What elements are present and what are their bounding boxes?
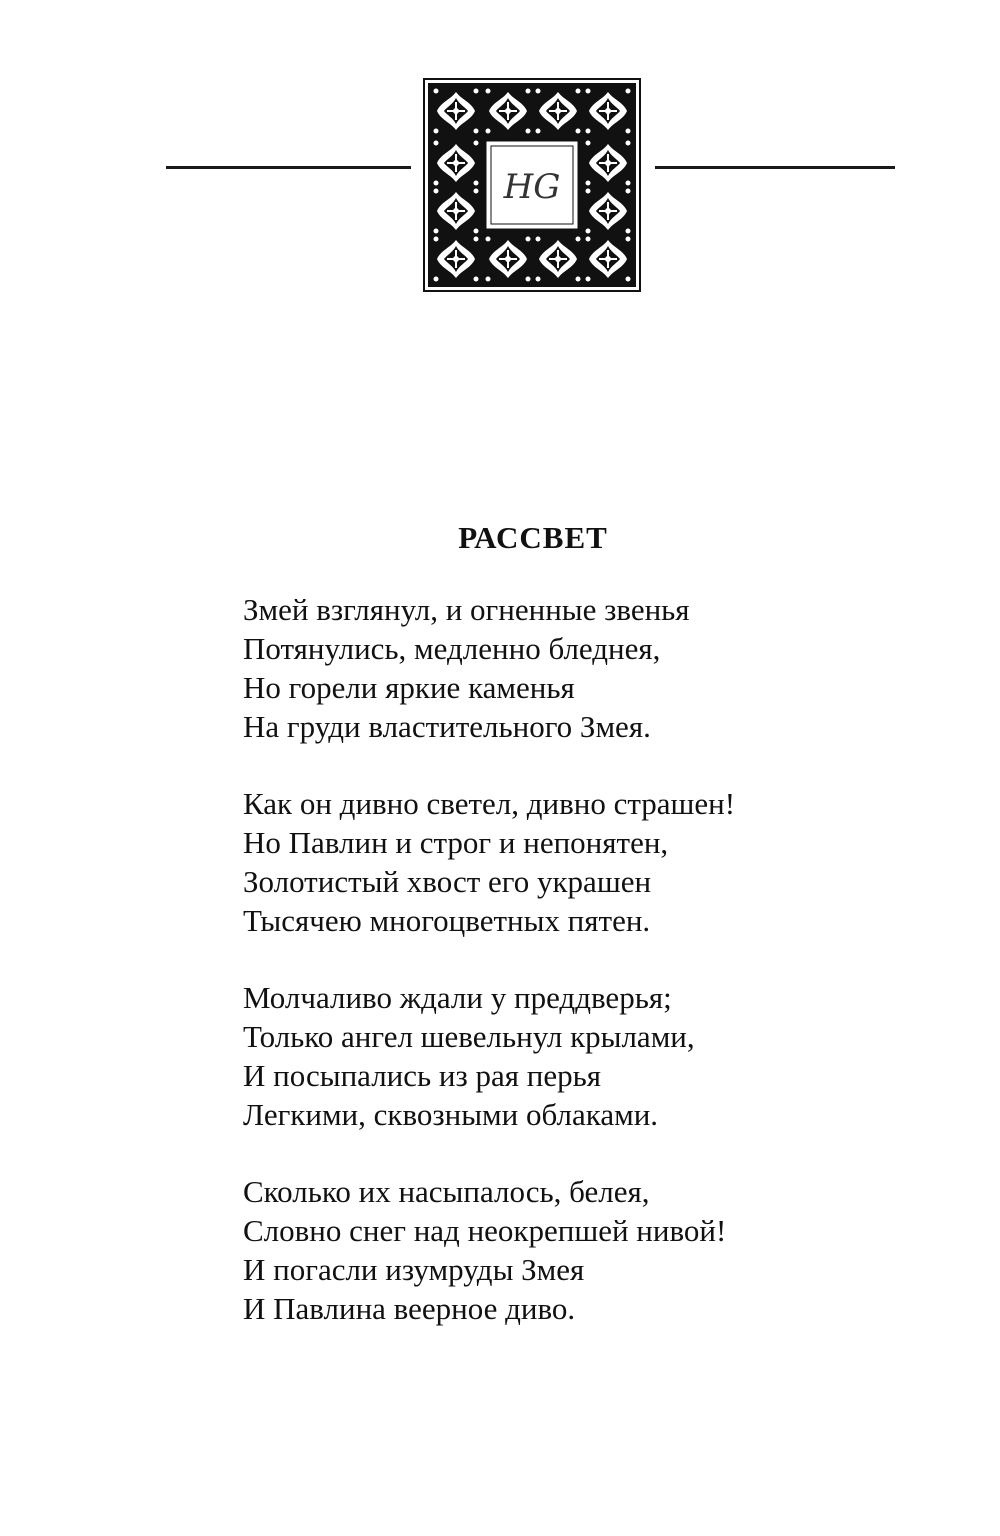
poem-line: Тысячею многоцветных пятен. [243,903,651,938]
poem-line: И посыпались из рая перья [243,1058,602,1093]
decorative-rule-right [655,166,895,169]
poem-line: Змей взглянул, и огненные звенья [243,592,690,627]
stanza-2 [243,784,943,940]
poem-line: И Павлина веерное диво. [243,1291,576,1326]
poem-line: Сколько их насыпалось, белея, [243,1174,650,1209]
poem-body [243,590,943,1366]
poem-line: Только ангел шевельнул крылами, [243,1019,695,1054]
vignette-graphic [423,78,641,292]
stanza-3 [243,978,943,1134]
poem-title: РАССВЕТ [458,520,608,555]
poem-line: Легкими, сквозными облаками. [243,1097,659,1132]
decorative-rule-left [166,166,411,169]
poem-line: Молчаливо ждали у преддверья; [243,980,672,1015]
poem-line: И погасли изумруды Змея [243,1252,585,1287]
stanza-1 [243,590,943,746]
poem-line: Как он дивно светел, дивно страшен! [243,786,736,821]
poem-line: Но горели яркие каменья [243,670,575,705]
poem-line: Но Павлин и строг и непонятен, [243,825,669,860]
poem-line: Золотистый хвост его украшен [243,864,652,899]
stanza-4 [243,1172,943,1328]
monogram: НG [503,167,561,207]
poem-line: Потянулись, медленно бледнея, [243,631,661,666]
poem-line: Словно снег над неокрепшей нивой! [243,1213,727,1248]
poem-line: На груди властительного Змея. [243,709,651,744]
ornamental-vignette [423,78,641,292]
